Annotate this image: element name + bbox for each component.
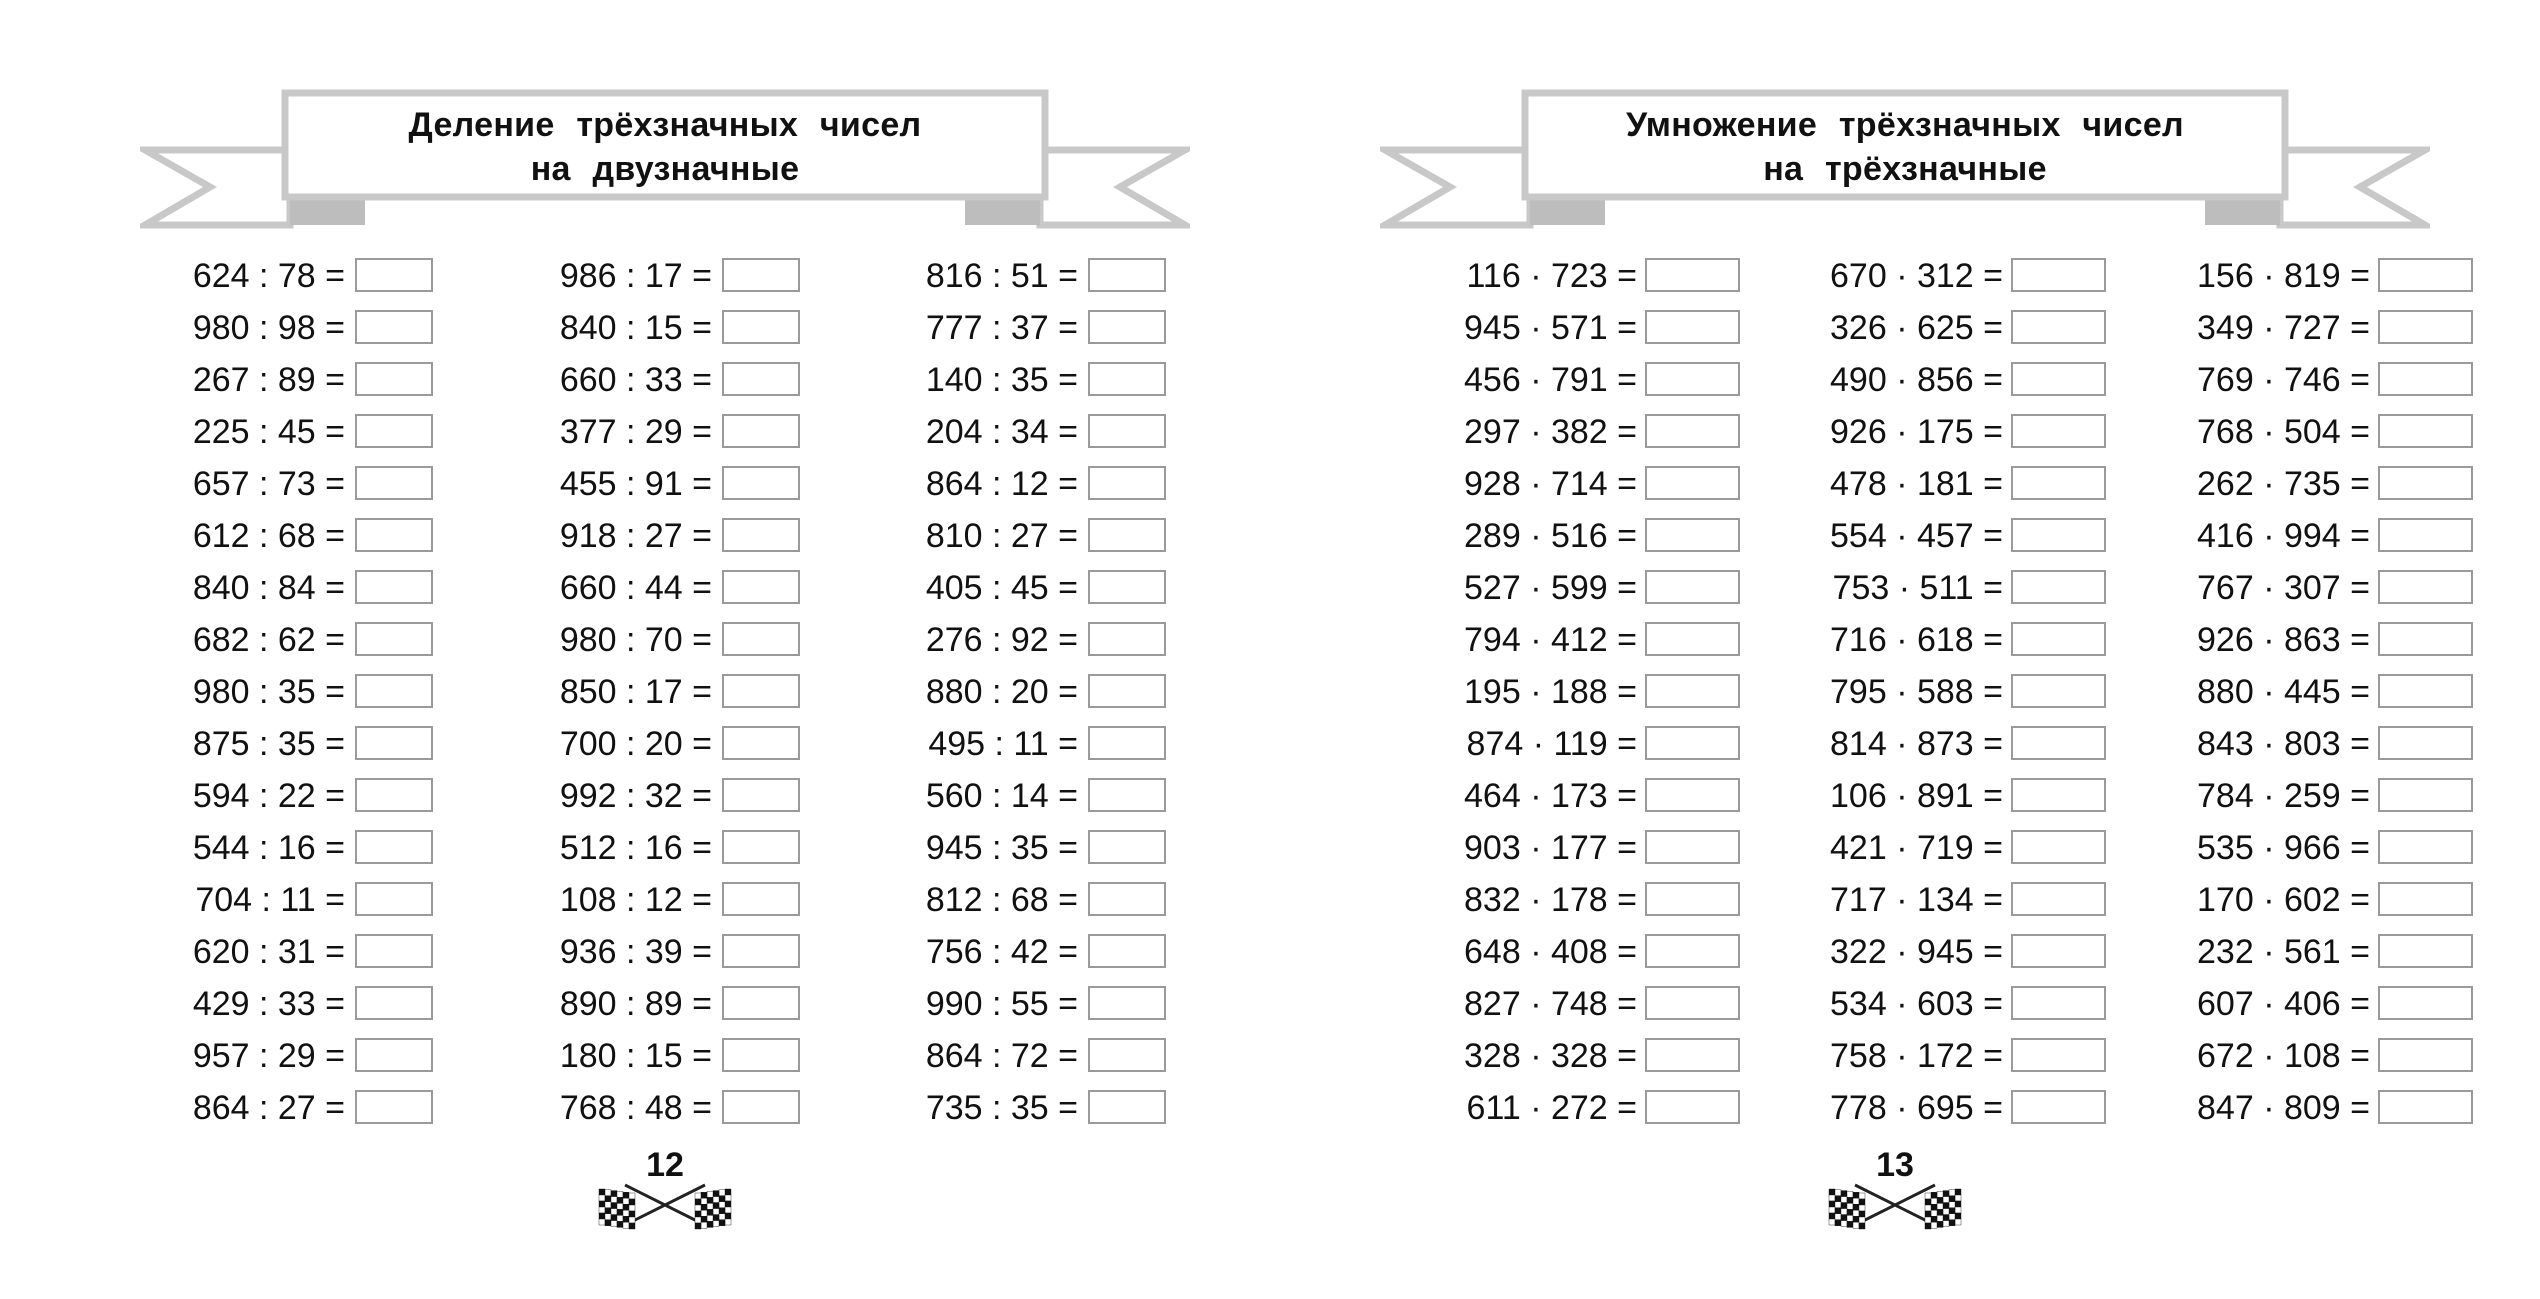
exercise-expression: 768 : 48 = xyxy=(559,1089,712,1127)
answer-box[interactable] xyxy=(722,466,800,500)
exercise-row xyxy=(2060,354,2473,406)
exercise-row xyxy=(467,874,800,926)
exercise-row xyxy=(100,1082,433,1134)
exercise-expression: 990 : 55 = xyxy=(925,985,1078,1023)
exercise-row xyxy=(1327,874,1740,926)
answer-box[interactable] xyxy=(1088,466,1166,500)
answer-box[interactable] xyxy=(2378,726,2473,760)
exercise-row xyxy=(1693,1030,2106,1082)
exercise-expression: 814 · 873 = xyxy=(1830,725,2003,763)
title-line-1: Умножение трёхзначных чисел xyxy=(1626,106,2184,144)
exercise-row xyxy=(833,926,1166,978)
exercise-expression: 560 : 14 = xyxy=(925,777,1078,815)
exercise-expression: 607 · 406 = xyxy=(2197,985,2370,1023)
exercise-expression: 945 : 35 = xyxy=(925,829,1078,867)
exercise-row xyxy=(2060,458,2473,510)
exercise-expression: 864 : 72 = xyxy=(925,1037,1078,1075)
answer-box[interactable] xyxy=(722,518,800,552)
answer-box[interactable] xyxy=(1088,1090,1166,1124)
exercise-expression: 778 · 695 = xyxy=(1830,1089,2003,1127)
exercise-expression: 297 · 382 = xyxy=(1464,413,1637,451)
exercise-expression: 875 : 35 = xyxy=(192,725,345,763)
exercise-expression: 816 : 51 = xyxy=(925,257,1078,295)
exercise-row xyxy=(467,1082,800,1134)
flags-drawing xyxy=(595,1175,735,1235)
exercise-row xyxy=(467,354,800,406)
answer-box[interactable] xyxy=(2378,830,2473,864)
exercise-expression: 832 · 178 = xyxy=(1464,881,1637,919)
title-line-2: на двузначные xyxy=(530,150,800,188)
exercise-expression: 880 · 445 = xyxy=(2197,673,2370,711)
answer-box[interactable] xyxy=(2378,362,2473,396)
exercise-expression: 416 · 994 = xyxy=(2197,517,2370,555)
answer-box[interactable] xyxy=(1088,726,1166,760)
answer-box[interactable] xyxy=(722,934,800,968)
answer-box[interactable] xyxy=(2378,414,2473,448)
exercise-row xyxy=(1693,302,2106,354)
page-title xyxy=(1525,103,2285,191)
exercise-row xyxy=(467,302,800,354)
exercise-row xyxy=(1327,1030,1740,1082)
exercise-expression: 232 · 561 = xyxy=(2197,933,2370,971)
exercise-row xyxy=(467,666,800,718)
exercise-expression: 840 : 84 = xyxy=(192,569,345,607)
exercise-expression: 716 · 618 = xyxy=(1830,621,2003,659)
exercise-row xyxy=(2060,666,2473,718)
answer-box[interactable] xyxy=(2378,778,2473,812)
exercise-row xyxy=(2060,718,2473,770)
exercise-expression: 918 : 27 = xyxy=(559,517,712,555)
answer-box[interactable] xyxy=(355,258,433,292)
page-number: 13 xyxy=(1876,1146,1914,1184)
exercise-expression: 180 : 15 = xyxy=(559,1037,712,1075)
exercise-row xyxy=(100,458,433,510)
exercise-expression: 864 : 27 = xyxy=(192,1089,345,1127)
answer-box[interactable] xyxy=(2378,466,2473,500)
exercise-row xyxy=(1693,614,2106,666)
answer-box[interactable] xyxy=(2378,1038,2473,1072)
exercise-expression: 195 · 188 = xyxy=(1464,673,1637,711)
answer-box[interactable] xyxy=(355,1090,433,1124)
exercise-expression: 928 · 714 = xyxy=(1464,465,1637,503)
exercise-expression: 326 · 625 = xyxy=(1830,309,2003,347)
exercise-expression: 527 · 599 = xyxy=(1464,569,1637,607)
exercise-row xyxy=(467,718,800,770)
answer-box[interactable] xyxy=(355,778,433,812)
exercise-expression: 534 · 603 = xyxy=(1830,985,2003,1023)
answer-box[interactable] xyxy=(1088,1038,1166,1072)
exercise-expression: 421 · 719 = xyxy=(1830,829,2003,867)
answer-box[interactable] xyxy=(1088,934,1166,968)
exercise-expression: 758 · 172 = xyxy=(1830,1037,2003,1075)
exercise-expression: 784 · 259 = xyxy=(2197,777,2370,815)
exercise-expression: 768 · 504 = xyxy=(2197,413,2370,451)
exercise-row xyxy=(833,562,1166,614)
answer-box[interactable] xyxy=(1088,570,1166,604)
exercise-row xyxy=(1693,978,2106,1030)
exercise-row xyxy=(1693,1082,2106,1134)
exercise-expression: 620 : 31 = xyxy=(192,933,345,971)
exercise-row xyxy=(1327,406,1740,458)
answer-box[interactable] xyxy=(2378,934,2473,968)
exercise-row xyxy=(467,822,800,874)
exercise-expression: 456 · 791 = xyxy=(1464,361,1637,399)
exercise-expression: 535 · 966 = xyxy=(2197,829,2370,867)
answer-box[interactable] xyxy=(722,882,800,916)
exercise-row xyxy=(467,614,800,666)
exercise-expression: 777 : 37 = xyxy=(925,309,1078,347)
answer-box[interactable] xyxy=(355,518,433,552)
exercise-row xyxy=(467,250,800,302)
exercise-expression: 704 : 11 = xyxy=(195,881,345,919)
exercise-row xyxy=(467,1030,800,1082)
answer-box[interactable] xyxy=(2378,622,2473,656)
exercise-row xyxy=(1327,302,1740,354)
exercise-expression: 986 : 17 = xyxy=(559,257,712,295)
exercise-row xyxy=(833,302,1166,354)
exercise-row xyxy=(2060,1082,2473,1134)
exercise-row xyxy=(1693,718,2106,770)
exercise-row xyxy=(833,458,1166,510)
exercise-expression: 267 : 89 = xyxy=(192,361,345,399)
answer-box[interactable] xyxy=(355,362,433,396)
exercise-row xyxy=(2060,874,2473,926)
exercise-row xyxy=(1693,354,2106,406)
exercise-row xyxy=(1327,822,1740,874)
answer-box[interactable] xyxy=(1088,310,1166,344)
exercise-expression: 980 : 98 = xyxy=(192,309,345,347)
exercise-row xyxy=(1693,874,2106,926)
exercise-expression: 700 : 20 = xyxy=(559,725,712,763)
answer-box[interactable] xyxy=(722,1090,800,1124)
exercise-row xyxy=(2060,978,2473,1030)
exercise-row xyxy=(833,1082,1166,1134)
title-banner xyxy=(140,85,1190,235)
exercise-expression: 672 · 108 = xyxy=(2197,1037,2370,1075)
exercise-expression: 512 : 16 = xyxy=(559,829,712,867)
exercise-row xyxy=(2060,562,2473,614)
exercise-expression: 717 · 134 = xyxy=(1830,881,2003,919)
answer-box[interactable] xyxy=(355,934,433,968)
exercise-expression: 936 : 39 = xyxy=(559,933,712,971)
exercise-row xyxy=(467,406,800,458)
exercise-expression: 795 · 588 = xyxy=(1830,673,2003,711)
title-banner xyxy=(1380,85,2430,235)
answer-box[interactable] xyxy=(355,466,433,500)
exercise-row xyxy=(100,510,433,562)
exercise-row xyxy=(100,302,433,354)
exercise-row xyxy=(2060,406,2473,458)
exercise-expression: 980 : 35 = xyxy=(192,673,345,711)
exercise-row xyxy=(100,822,433,874)
answer-box[interactable] xyxy=(355,622,433,656)
exercise-row xyxy=(2060,822,2473,874)
exercise-expression: 980 : 70 = xyxy=(559,621,712,659)
exercise-row xyxy=(833,406,1166,458)
exercise-row xyxy=(2060,302,2473,354)
answer-box[interactable] xyxy=(722,258,800,292)
answer-box[interactable] xyxy=(355,674,433,708)
answer-box[interactable] xyxy=(722,1038,800,1072)
answer-box[interactable] xyxy=(1088,518,1166,552)
exercise-expression: 455 : 91 = xyxy=(559,465,712,503)
exercise-row xyxy=(100,926,433,978)
exercise-expression: 660 : 44 = xyxy=(559,569,712,607)
answer-box[interactable] xyxy=(1088,674,1166,708)
exercise-expression: 756 : 42 = xyxy=(925,933,1078,971)
exercise-expression: 289 · 516 = xyxy=(1464,517,1637,555)
exercise-expression: 594 : 22 = xyxy=(192,777,345,815)
exercise-expression: 262 · 735 = xyxy=(2197,465,2370,503)
answer-box[interactable] xyxy=(722,310,800,344)
answer-box[interactable] xyxy=(355,414,433,448)
exercise-row xyxy=(1693,406,2106,458)
exercise-expression: 657 : 73 = xyxy=(192,465,345,503)
exercise-expression: 840 : 15 = xyxy=(559,309,712,347)
exercise-expression: 843 · 803 = xyxy=(2197,725,2370,763)
exercise-row xyxy=(467,770,800,822)
exercise-row xyxy=(833,354,1166,406)
exercise-row xyxy=(100,562,433,614)
exercise-row xyxy=(1327,718,1740,770)
answer-box[interactable] xyxy=(2378,986,2473,1020)
exercise-row xyxy=(100,406,433,458)
answer-box[interactable] xyxy=(1088,986,1166,1020)
crossed-checkered-flags-icon xyxy=(1825,1175,1965,1235)
exercise-expression: 116 · 723 = xyxy=(1466,257,1637,295)
exercise-row xyxy=(100,874,433,926)
exercise-expression: 926 · 863 = xyxy=(2197,621,2370,659)
exercise-row xyxy=(2060,1030,2473,1082)
exercise-row xyxy=(2060,510,2473,562)
exercise-expression: 735 : 35 = xyxy=(925,1089,1078,1127)
exercise-row xyxy=(2060,770,2473,822)
exercise-expression: 926 · 175 = xyxy=(1830,413,2003,451)
exercise-row xyxy=(1327,354,1740,406)
answer-box[interactable] xyxy=(722,622,800,656)
title-line-2: на трёхзначные xyxy=(1763,150,2047,188)
exercise-expression: 106 · 891 = xyxy=(1830,777,2003,815)
answer-box[interactable] xyxy=(722,414,800,448)
exercise-row xyxy=(833,510,1166,562)
exercise-expression: 767 · 307 = xyxy=(2197,569,2370,607)
exercise-expression: 880 : 20 = xyxy=(925,673,1078,711)
exercise-row xyxy=(1327,562,1740,614)
answer-box[interactable] xyxy=(355,310,433,344)
answer-box[interactable] xyxy=(2378,674,2473,708)
crossed-checkered-flags-icon xyxy=(595,1175,735,1235)
exercise-row xyxy=(1693,250,2106,302)
exercise-expression: 429 : 33 = xyxy=(192,985,345,1023)
exercise-row xyxy=(467,978,800,1030)
exercise-expression: 204 : 34 = xyxy=(925,413,1078,451)
exercise-expression: 624 : 78 = xyxy=(192,257,345,295)
exercise-expression: 156 · 819 = xyxy=(2197,257,2370,295)
exercise-expression: 322 · 945 = xyxy=(1830,933,2003,971)
exercise-expression: 847 · 809 = xyxy=(2197,1089,2370,1127)
answer-box[interactable] xyxy=(1088,622,1166,656)
answer-box[interactable] xyxy=(1088,258,1166,292)
exercise-expression: 611 · 272 = xyxy=(1466,1089,1637,1127)
exercise-row xyxy=(467,458,800,510)
exercise-row xyxy=(1327,1082,1740,1134)
answer-box[interactable] xyxy=(355,570,433,604)
exercise-expression: 648 · 408 = xyxy=(1464,933,1637,971)
exercise-expression: 660 : 33 = xyxy=(559,361,712,399)
exercise-row xyxy=(100,614,433,666)
answer-box[interactable] xyxy=(355,726,433,760)
exercise-expression: 170 · 602 = xyxy=(2197,881,2370,919)
answer-box[interactable] xyxy=(1088,830,1166,864)
exercise-row xyxy=(100,770,433,822)
answer-box[interactable] xyxy=(355,882,433,916)
flags-drawing xyxy=(1825,1175,1965,1235)
exercise-row xyxy=(1327,978,1740,1030)
exercise-expression: 225 : 45 = xyxy=(192,413,345,451)
exercise-row xyxy=(100,250,433,302)
right-page xyxy=(1270,0,2540,1299)
exercise-row xyxy=(100,354,433,406)
exercise-expression: 670 · 312 = xyxy=(1830,257,2003,295)
exercise-expression: 903 · 177 = xyxy=(1464,829,1637,867)
answer-box[interactable] xyxy=(722,778,800,812)
answer-box[interactable] xyxy=(722,830,800,864)
answer-box[interactable] xyxy=(2378,258,2473,292)
exercise-expression: 140 : 35 = xyxy=(925,361,1078,399)
exercise-row xyxy=(833,718,1166,770)
exercise-expression: 794 · 412 = xyxy=(1464,621,1637,659)
exercise-expression: 612 : 68 = xyxy=(192,517,345,555)
answer-box[interactable] xyxy=(2378,570,2473,604)
answer-box[interactable] xyxy=(2378,1090,2473,1124)
exercise-row xyxy=(467,562,800,614)
exercise-row xyxy=(100,1030,433,1082)
exercise-expression: 992 : 32 = xyxy=(559,777,712,815)
exercise-row xyxy=(100,978,433,1030)
exercise-expression: 490 · 856 = xyxy=(1830,361,2003,399)
answer-box[interactable] xyxy=(2378,310,2473,344)
exercise-row xyxy=(833,614,1166,666)
answer-box[interactable] xyxy=(2378,882,2473,916)
exercise-expression: 850 : 17 = xyxy=(559,673,712,711)
exercise-expression: 827 · 748 = xyxy=(1464,985,1637,1023)
exercise-expression: 405 : 45 = xyxy=(925,569,1078,607)
exercise-row xyxy=(2060,250,2473,302)
exercise-row xyxy=(1693,926,2106,978)
exercise-expression: 769 · 746 = xyxy=(2197,361,2370,399)
exercise-row xyxy=(1327,614,1740,666)
exercise-row xyxy=(833,250,1166,302)
exercise-row xyxy=(1693,666,2106,718)
exercise-row xyxy=(467,510,800,562)
answer-box[interactable] xyxy=(355,830,433,864)
exercise-row xyxy=(100,718,433,770)
exercise-expression: 864 : 12 = xyxy=(925,465,1078,503)
answer-box[interactable] xyxy=(722,986,800,1020)
exercise-row xyxy=(1327,926,1740,978)
exercise-row xyxy=(100,666,433,718)
exercise-row xyxy=(833,666,1166,718)
answer-box[interactable] xyxy=(355,1038,433,1072)
exercise-expression: 554 · 457 = xyxy=(1830,517,2003,555)
page-title xyxy=(285,103,1045,191)
exercise-expression: 957 : 29 = xyxy=(192,1037,345,1075)
exercise-row xyxy=(1327,458,1740,510)
answer-box[interactable] xyxy=(1088,778,1166,812)
exercise-row xyxy=(833,874,1166,926)
answer-box[interactable] xyxy=(722,362,800,396)
answer-box[interactable] xyxy=(2378,518,2473,552)
answer-box[interactable] xyxy=(355,986,433,1020)
exercise-expression: 810 : 27 = xyxy=(925,517,1078,555)
exercise-row xyxy=(467,926,800,978)
answer-box[interactable] xyxy=(722,726,800,760)
exercise-expression: 478 · 181 = xyxy=(1830,465,2003,503)
exercise-row xyxy=(833,1030,1166,1082)
exercise-expression: 945 · 571 = xyxy=(1464,309,1637,347)
exercise-row xyxy=(1327,250,1740,302)
exercise-expression: 349 · 727 = xyxy=(2197,309,2370,347)
exercise-expression: 753 · 511 = xyxy=(1832,569,2003,607)
exercise-row xyxy=(2060,614,2473,666)
exercise-expression: 682 : 62 = xyxy=(192,621,345,659)
exercise-expression: 464 · 173 = xyxy=(1464,777,1637,815)
exercise-expression: 890 : 89 = xyxy=(559,985,712,1023)
exercise-expression: 108 : 12 = xyxy=(559,881,712,919)
exercise-row xyxy=(833,978,1166,1030)
answer-box[interactable] xyxy=(1088,882,1166,916)
exercise-row xyxy=(1327,510,1740,562)
exercise-row xyxy=(833,770,1166,822)
exercise-row xyxy=(1693,770,2106,822)
exercise-expression: 495 : 11 = xyxy=(928,725,1078,763)
exercise-row xyxy=(1693,562,2106,614)
exercise-row xyxy=(833,822,1166,874)
exercise-row xyxy=(1327,770,1740,822)
answer-box[interactable] xyxy=(1088,414,1166,448)
exercise-row xyxy=(2060,926,2473,978)
exercise-expression: 874 · 119 = xyxy=(1466,725,1637,763)
exercise-row xyxy=(1693,510,2106,562)
exercise-row xyxy=(1693,822,2106,874)
exercise-expression: 328 · 328 = xyxy=(1464,1037,1637,1075)
exercise-row xyxy=(1327,666,1740,718)
answer-box[interactable] xyxy=(722,674,800,708)
answer-box[interactable] xyxy=(1088,362,1166,396)
exercise-expression: 377 : 29 = xyxy=(559,413,712,451)
exercise-expression: 276 : 92 = xyxy=(925,621,1078,659)
exercise-expression: 544 : 16 = xyxy=(192,829,345,867)
title-line-1: Деление трёхзначных чисел xyxy=(408,106,922,144)
exercise-expression: 812 : 68 = xyxy=(925,881,1078,919)
answer-box[interactable] xyxy=(722,570,800,604)
page-number: 12 xyxy=(646,1146,684,1184)
exercise-row xyxy=(1693,458,2106,510)
